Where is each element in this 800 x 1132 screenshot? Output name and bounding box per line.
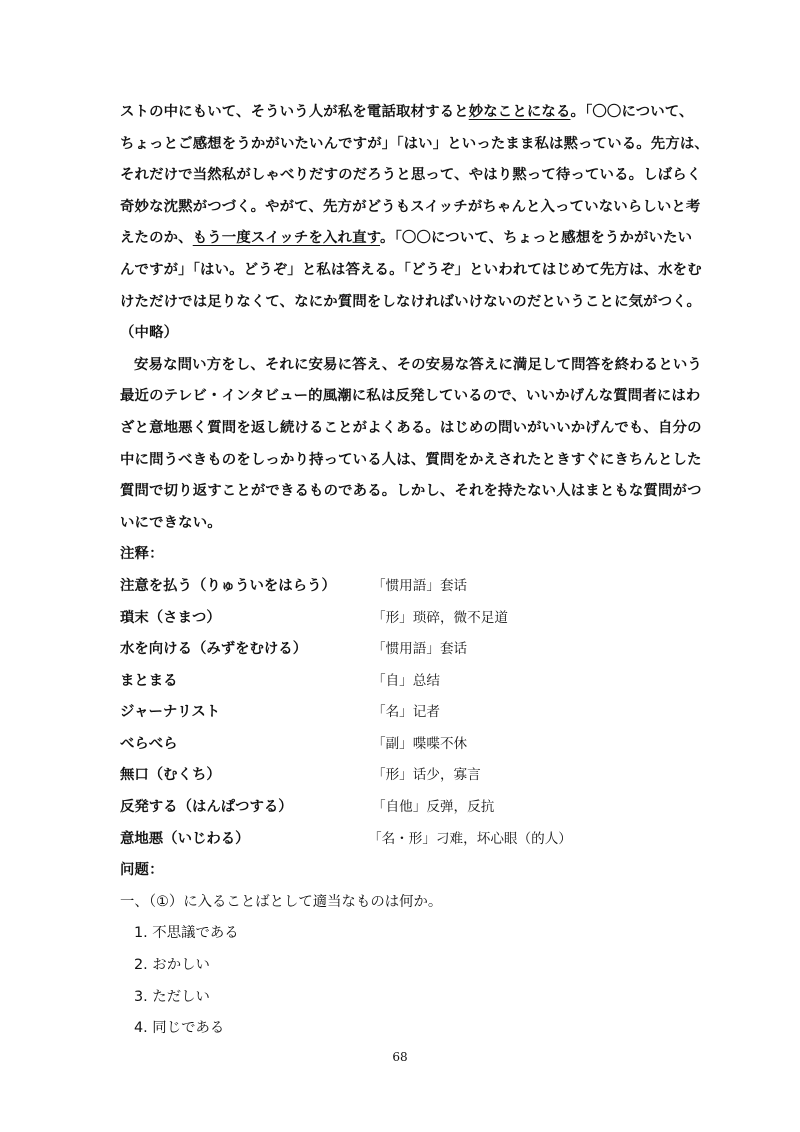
- questions-heading: 问题：: [120, 862, 164, 879]
- passage-text: 安易な問い方をし、それに安易に答え、その安易な答えに満足して問答を終わるという: [134, 356, 702, 373]
- note-term: 瑣末（さまつ）: [120, 609, 221, 626]
- note-definition: 「副」喋喋不休: [372, 735, 468, 752]
- passage-line: [120, 160, 702, 192]
- page-content: [120, 97, 709, 1045]
- note-definition: 「惯用語」套话: [372, 577, 468, 594]
- underlined-phrase: もう一度スイッチを入れ直す: [192, 230, 381, 247]
- passage-text: 中に問うべきものをしっかり持っている人は、質問をかえされたときすぐにきちんとした: [120, 451, 702, 468]
- note-definition: 「惯用語」套话: [372, 641, 468, 658]
- passage-line: [120, 192, 701, 224]
- answer-option: 4. 同じである: [134, 1020, 225, 1037]
- question-1-prompt: 一、（①）に入ることばとして適当なものは何か。: [120, 893, 443, 910]
- underlined-phrase: 妙なことになる: [468, 104, 571, 120]
- note-item: [120, 666, 690, 698]
- passage-line: [120, 445, 702, 477]
- note-item: [120, 760, 690, 792]
- answer-option: 3. ただしい: [134, 988, 210, 1005]
- passage-text: 。「〇〇について、ちょっと感想をうかがいたい: [380, 230, 693, 247]
- passage-text: 最近のテレビ・インタビュー的風潮に私は反発しているので、いいかげんな質問者にはわ: [120, 388, 701, 405]
- passage-text: えたのか、: [120, 230, 193, 247]
- note-item: [120, 697, 690, 729]
- passage-line: [120, 287, 702, 319]
- answer-option: 1. 不思議である: [134, 925, 239, 942]
- passage-line: [120, 223, 693, 255]
- note-term: 注意を払う（りゅういをはらう）: [120, 577, 336, 594]
- note-definition: 「自他」反弹，反抗: [372, 799, 495, 816]
- reading-passage: [120, 97, 709, 539]
- passage-line: [120, 381, 701, 413]
- note-term: 無口（むくち）: [120, 767, 221, 784]
- passage-line: [120, 129, 709, 161]
- passage-text: 。「〇〇について、: [570, 104, 694, 120]
- note-item: [120, 792, 690, 824]
- passage-line: [120, 350, 702, 382]
- question-1-options: [120, 918, 690, 1044]
- note-definition: 「名・形」刁难，坏心眼（的人）: [368, 830, 572, 847]
- passage-line: [120, 318, 690, 350]
- passage-text: ちょっとご感想をうかがいたいんですが」「はい」といったまま私は黙っている。先方は、: [120, 135, 709, 152]
- note-term: 意地悪（いじわる）: [120, 830, 250, 847]
- note-term: ジャーナリスト: [120, 704, 221, 721]
- note-term: まとまる: [120, 672, 178, 689]
- note-item: [120, 634, 690, 666]
- note-definition: 「名」记者: [372, 704, 440, 721]
- note-definition: 「形」话少，寡言: [372, 767, 481, 784]
- passage-text: （中略）: [120, 325, 179, 342]
- note-definition: 「自」总结: [372, 672, 440, 689]
- passage-text: いにできない。: [120, 514, 222, 531]
- note-term: べらべら: [120, 735, 178, 752]
- note-item: [120, 603, 690, 635]
- notes-heading: 注释：: [120, 546, 164, 563]
- answer-option: 2. おかしい: [134, 957, 210, 974]
- note-definition: 「形」琐碎，微不足道: [372, 609, 508, 626]
- passage-text: ざと意地悪く質問を返し続けることがよくある。はじめの問いがいいかげんでも、自分の: [120, 419, 702, 436]
- note-item: [120, 729, 690, 761]
- note-term: 反発する（はんぱつする）: [120, 799, 293, 816]
- note-item: [120, 824, 690, 856]
- note-item: [120, 571, 690, 603]
- page-number: 68: [392, 1050, 408, 1064]
- passage-line: [120, 97, 694, 129]
- passage-text: それだけで当然私がしゃべりだすのだろうと思って、やはり黙って待っている。しばらく: [120, 167, 702, 184]
- passage-text: 質問で切り返すことができるものである。しかし、それを持たない人はまともな質問がつ: [120, 483, 702, 500]
- passage-line: [120, 508, 690, 540]
- passage-text: 奇妙な沈黙がつづく。やがて、先方がどうもスイッチがちゃんと入っていないらしいと考: [120, 198, 701, 215]
- passage-text: けただけでは足りなくて、なにか質問をしなければいけないのだということに気がつく。: [120, 293, 702, 310]
- passage-line: [120, 255, 702, 287]
- passage-text: んですが」「はい。どうぞ」と私は答える。「どうぞ」といわれてはじめて先方は、水をむ: [120, 261, 702, 278]
- passage-line: [120, 413, 702, 445]
- passage-text: ストの中にもいて、そういう人が私を電話取材すると: [120, 104, 469, 120]
- note-term: 水を向ける（みずをむける）: [120, 641, 308, 658]
- passage-line: [120, 476, 702, 508]
- notes-list: [120, 571, 690, 855]
